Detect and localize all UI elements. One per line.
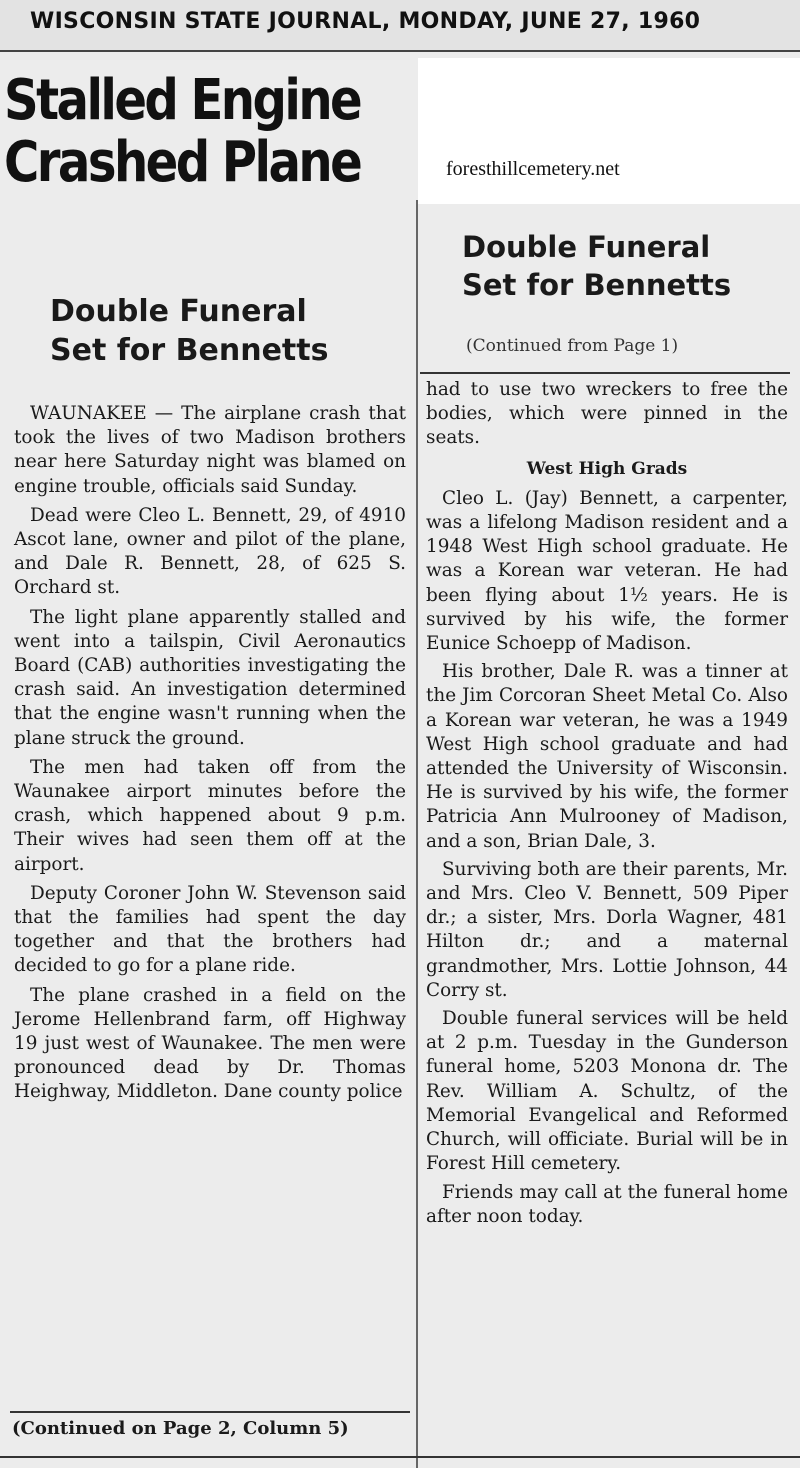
continued-rule <box>10 1411 410 1413</box>
headline-line-1: Stalled Engine <box>4 68 361 133</box>
article-paragraph: The men had taken off from the Waunakee airport minutes before the crash, which happened about 9 p.m. Their wives had seen them off at the airport. <box>14 756 406 875</box>
article-paragraph: had to use two wreckers to free the bodies, which were pinned in the seats. <box>426 379 788 449</box>
subsection-heading: West High Grads <box>526 458 688 479</box>
right-headline-line-1: Double Funeral <box>462 230 711 264</box>
article-paragraph: The light plane apparently stalled and went into a tailspin, Civil Aeronautics Board (CAB) authorities investigating the crash said. An investigation determined that the engine wasn't running when the plane struck the ground. <box>14 606 406 749</box>
right-article-body <box>426 378 788 1233</box>
subhead-line-1: Double Funeral <box>50 294 307 329</box>
bottom-rule <box>0 1456 800 1458</box>
continued-from-note: (Continued from Page 1) <box>466 336 679 356</box>
left-subhead <box>50 292 390 370</box>
right-headline-line-2: Set for Bennetts <box>462 268 732 302</box>
masthead-text: WISCONSIN STATE JOURNAL, MONDAY, JUNE 27, 1960 <box>30 9 701 34</box>
subhead-line-2: Set for Bennetts <box>50 333 329 368</box>
article-paragraph: WAUNAKEE — The airplane crash that took the lives of two Madison brothers near here Saturday night was blamed on engine trouble, officials said Sunday. <box>14 403 406 497</box>
continued-note: (Continued on Page 2, Column 5) <box>12 1418 349 1439</box>
article-paragraph: The plane crashed in a field on the Jerome Hellenbrand farm, off Highway 19 just west of Waunakee. The men were pronounced dead by Dr. Thomas Heighway, Middleton. Dane county police <box>14 984 406 1103</box>
article-paragraph: Dead were Cleo L. Bennett, 29, of 4910 Ascot lane, owner and pilot of the plane, and Dale R. Bennett, 28, of 625 S. Orchard st. <box>14 504 406 599</box>
article-paragraph: His brother, Dale R. was a tinner at the Jim Corcoran Sheet Metal Co. Also a Korean war veteran, he was a 1949 West High school graduate and had attended the University of Wisconsin. He is survived by his wife, the former Patricia Ann Mulrooney of Madison, and a son, Brian Dale, 3. <box>426 661 788 852</box>
article-paragraph: Surviving both are their parents, Mr. and Mrs. Cleo V. Bennett, 509 Piper dr.; a sister, Mrs. Dorla Wagner, 481 Hilton dr.; and a maternal grandmother, Mrs. Lottie Johnson, 44 Corry st. <box>426 858 788 1001</box>
column-divider <box>416 200 418 1468</box>
watermark-area <box>418 58 800 204</box>
right-headline <box>462 228 782 304</box>
article-paragraph: Cleo L. (Jay) Bennett, a carpenter, was a lifelong Madison resident and a 1948 West High school graduate. He was a Korean war veteran. He had been flying about 1½ years. He is survived by his wife, the former Eunice Schoepp of Madison. <box>426 487 788 655</box>
left-article-body <box>14 402 406 1110</box>
article-paragraph: Double funeral services will be held at 2 p.m. Tuesday in the Gunderson funeral home, 5203 Monona dr. The Rev. William A. Schultz, of the Memorial Evangelical and Reformed Church, will officiate. Burial will be in Forest Hill cemetery. <box>426 1008 788 1175</box>
watermark-text: foresthillcemetery.net <box>446 158 620 180</box>
main-headline <box>4 68 361 195</box>
article-paragraph: Friends may call at the funeral home after noon today. <box>426 1181 788 1227</box>
right-rule <box>420 372 790 374</box>
article-paragraph: Deputy Coroner John W. Stevenson said that the families had spent the day together and that the brothers had decided to go for a plane ride. <box>14 882 406 977</box>
masthead <box>0 0 800 52</box>
headline-line-2: Crashed Plane <box>4 130 361 195</box>
